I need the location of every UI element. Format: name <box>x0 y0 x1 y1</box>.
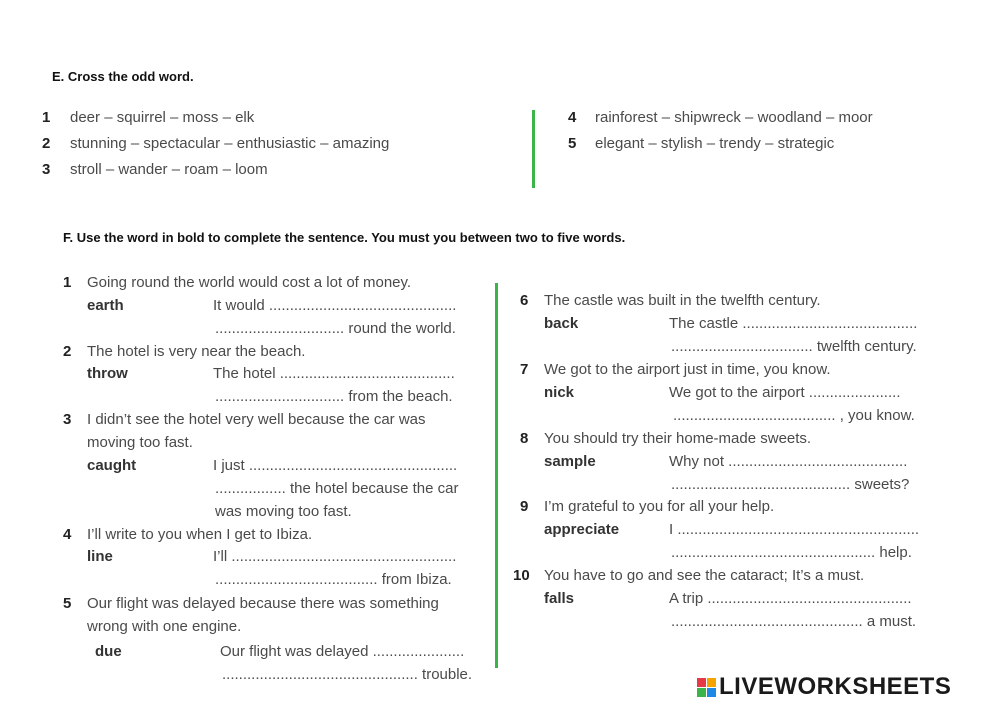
answer-blank-end[interactable]: .............................................. a must. <box>671 613 917 630</box>
sentence: You should try their home-made sweets. <box>544 430 812 447</box>
keyword: line <box>87 548 113 565</box>
logo-square <box>707 678 716 687</box>
item-number: 8 <box>520 430 529 447</box>
sentence: I didn’t see the hotel very well because the car was <box>87 411 426 428</box>
sentence: You have to go and see the cataract; It’s a must. <box>544 567 865 584</box>
answer-blank-start[interactable]: Our flight was delayed ...................... <box>220 643 465 660</box>
item-number: 3 <box>42 161 51 178</box>
answer-blank-end[interactable]: ............................... round the world. <box>215 320 456 337</box>
sentence: We got to the airport just in time, you know. <box>544 361 831 378</box>
answer-blank-end[interactable]: ............................................... trouble. <box>222 666 473 683</box>
keyword: appreciate <box>544 521 620 538</box>
item-number: 4 <box>568 109 577 126</box>
answer-blank-start[interactable]: The castle .......................................... <box>669 315 918 332</box>
odd-word-item: elegant – stylish – trendy – strategic <box>595 135 835 152</box>
answer-blank-start[interactable]: I just .................................................. <box>213 457 458 474</box>
item-number: 1 <box>42 109 51 126</box>
sentence: Our flight was delayed because there was something <box>87 595 439 612</box>
sentence: moving too fast. <box>87 434 193 451</box>
keyword: back <box>544 315 579 332</box>
odd-word-item: deer – squirrel – moss – elk <box>70 109 255 126</box>
sentence: The castle was built in the twelfth century. <box>544 292 821 309</box>
item-number: 5 <box>568 135 577 152</box>
keyword: nick <box>544 384 575 401</box>
answer-blank-end[interactable]: ............................... from the beach. <box>215 388 453 405</box>
item-number: 4 <box>63 526 72 543</box>
item-number: 6 <box>520 292 529 309</box>
answer-blank-start[interactable]: We got to the airport ...................... <box>669 384 901 401</box>
logo-square <box>697 678 706 687</box>
section-f-heading: F. Use the word in bold to complete the sentence. You must you between two to five words. <box>63 230 626 245</box>
keyword: earth <box>87 297 124 314</box>
item-number: 9 <box>520 498 529 515</box>
item-number: 10 <box>513 567 530 584</box>
odd-word-item: stunning – spectacular – enthusiastic – amazing <box>70 135 390 152</box>
odd-word-item: stroll – wander – roam – loom <box>70 161 268 178</box>
answer-blank-end[interactable]: ................. the hotel because the car <box>215 480 459 497</box>
keyword: sample <box>544 453 596 470</box>
answer-blank-start[interactable]: I’ll ...................................................... <box>213 548 457 565</box>
answer-blank-end[interactable]: ....................................... , you know. <box>673 407 915 424</box>
keyword: due <box>95 643 122 660</box>
keyword: throw <box>87 365 128 382</box>
item-number: 1 <box>63 274 72 291</box>
keyword: caught <box>87 457 137 474</box>
keyword: falls <box>544 590 575 607</box>
sentence-continuation: was moving too fast. <box>215 503 352 520</box>
column-divider <box>532 110 535 188</box>
logo-mark-icon <box>697 678 716 697</box>
sentence: Going round the world would cost a lot of money. <box>87 274 412 291</box>
answer-blank-end[interactable]: ........................................... sweets? <box>671 476 910 493</box>
item-number: 2 <box>42 135 51 152</box>
sentence: I’ll write to you when I get to Ibiza. <box>87 526 313 543</box>
logo-text: LIVEWORKSHEETS <box>719 673 952 700</box>
sentence: wrong with one engine. <box>87 618 242 635</box>
odd-word-item: rainforest – shipwreck – woodland – moor <box>595 109 873 126</box>
answer-blank-start[interactable]: I .......................................................... <box>669 521 920 538</box>
answer-blank-end[interactable]: .................................. twelfth century. <box>671 338 917 355</box>
item-number: 7 <box>520 361 529 378</box>
answer-blank-start[interactable]: It would ............................................. <box>213 297 457 314</box>
answer-blank-start[interactable]: Why not ........................................... <box>669 453 908 470</box>
sentence: The hotel is very near the beach. <box>87 343 306 360</box>
answer-blank-start[interactable]: A trip ................................................. <box>669 590 912 607</box>
answer-blank-start[interactable]: The hotel .......................................... <box>213 365 455 382</box>
answer-blank-end[interactable]: ....................................... from Ibiza. <box>215 571 452 588</box>
section-e-heading: E. Cross the odd word. <box>52 69 194 84</box>
liveworksheets-logo[interactable] <box>697 673 951 701</box>
sentence: I’m grateful to you for all your help. <box>544 498 775 515</box>
column-divider <box>495 283 498 668</box>
logo-square <box>697 688 706 697</box>
item-number: 5 <box>63 595 72 612</box>
logo-square <box>707 688 716 697</box>
item-number: 3 <box>63 411 72 428</box>
answer-blank-end[interactable]: ................................................. help. <box>671 544 912 561</box>
item-number: 2 <box>63 343 72 360</box>
